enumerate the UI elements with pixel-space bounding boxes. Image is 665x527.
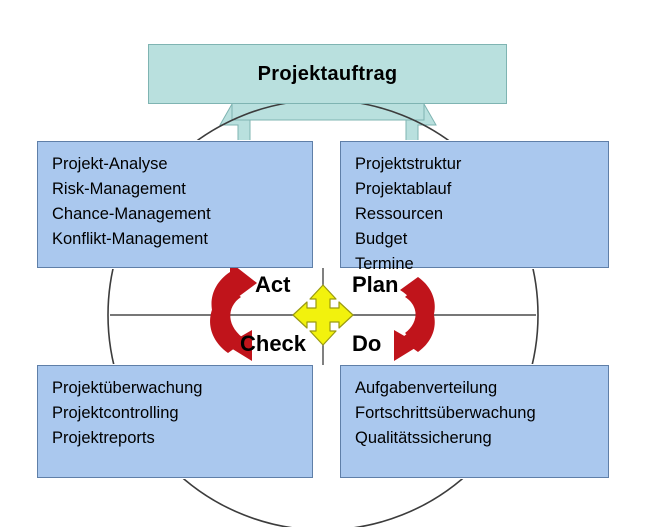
banner-connector — [220, 104, 436, 141]
quadrant-plan-line-3: Ressourcen — [355, 205, 444, 224]
quadrant-box-do — [340, 365, 609, 478]
quadrant-act-line-1: Projekt-Analyse — [52, 155, 168, 173]
label-do: Do — [352, 331, 382, 356]
quadrant-plan-line-5: Termine — [355, 255, 414, 274]
quadrant-plan-line-1: Projektstruktur — [355, 155, 462, 173]
quadrant-box-plan — [340, 141, 609, 274]
quadrant-do-line-2: Fortschrittsüberwachung — [355, 404, 536, 423]
quadrant-check-line-3: Projektreports — [52, 429, 155, 448]
quadrant-do-line-3: Qualitätssicherung — [355, 429, 492, 448]
quadrant-check-line-1: Projektüberwachung — [52, 379, 203, 397]
quadrant-box-act — [37, 141, 313, 268]
quadrant-do-line-1: Aufgabenverteilung — [355, 379, 498, 397]
label-check: Check — [240, 331, 307, 356]
quadrant-plan-line-2: Projektablauf — [355, 180, 452, 199]
quadrant-act-line-3: Chance-Management — [52, 205, 211, 224]
project-order-banner — [148, 44, 507, 104]
label-act: Act — [255, 272, 291, 297]
quadrant-act-line-2: Risk-Management — [52, 180, 186, 199]
quadrant-check-line-2: Projektcontrolling — [52, 404, 179, 423]
quadrant-box-check — [37, 365, 313, 478]
quadrant-act-line-4: Konflikt-Management — [52, 230, 208, 249]
label-plan: Plan — [352, 272, 399, 297]
quadrant-plan-line-4: Budget — [355, 230, 408, 249]
banner-title: Projektauftrag — [257, 62, 398, 85]
